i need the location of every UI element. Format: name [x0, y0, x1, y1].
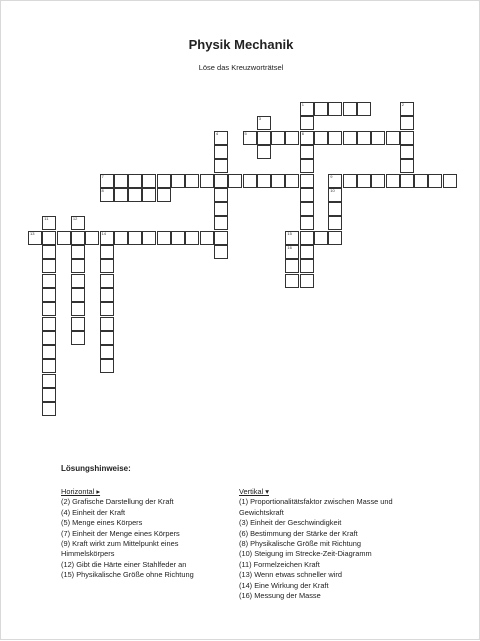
crossword-cell[interactable] — [85, 231, 99, 245]
crossword-cell[interactable] — [343, 131, 357, 145]
crossword-cell[interactable] — [257, 145, 271, 159]
crossword-cell[interactable] — [285, 231, 299, 245]
crossword-cell[interactable] — [271, 131, 285, 145]
clue-item: (10) Steigung im Strecke-Zeit-Diagramm — [239, 549, 372, 559]
crossword-cell[interactable] — [400, 174, 414, 188]
clue-item: (8) Physikalische Größe mit Richtung — [239, 539, 361, 549]
crossword-cell[interactable] — [100, 188, 114, 202]
crossword-cell[interactable] — [42, 259, 56, 273]
crossword-cell[interactable] — [400, 145, 414, 159]
crossword-cell[interactable] — [214, 202, 228, 216]
clue-number: 7 — [101, 173, 104, 179]
crossword-cell[interactable] — [100, 317, 114, 331]
vertical-clues — [239, 487, 439, 601]
clue-number: 12 — [72, 216, 78, 222]
crossword-cell[interactable] — [114, 231, 128, 245]
crossword-cell[interactable] — [71, 331, 85, 345]
clue-item: (6) Bestimmung der Stärke der Kraft — [239, 528, 358, 538]
crossword-cell[interactable] — [314, 231, 328, 245]
crossword-cell[interactable] — [300, 216, 314, 230]
crossword-cell[interactable] — [100, 274, 114, 288]
crossword-cell[interactable] — [114, 174, 128, 188]
crossword-cell[interactable] — [285, 131, 299, 145]
crossword-cell[interactable] — [300, 174, 314, 188]
crossword-cell[interactable] — [300, 159, 314, 173]
crossword-cell[interactable] — [343, 102, 357, 116]
crossword-cell[interactable] — [328, 131, 342, 145]
crossword-cell[interactable] — [371, 131, 385, 145]
crossword-cell[interactable] — [214, 145, 228, 159]
crossword-cell[interactable] — [200, 174, 214, 188]
clue-number: 11 — [44, 216, 49, 222]
crossword-cell[interactable] — [100, 231, 114, 245]
crossword-cell[interactable] — [357, 131, 371, 145]
clue-item: (5) Menge eines Körpers — [61, 518, 143, 528]
crossword-cell[interactable] — [243, 131, 257, 145]
crossword-cell[interactable] — [300, 202, 314, 216]
crossword-cell[interactable] — [42, 216, 56, 230]
clue-number: 6 — [301, 130, 304, 136]
crossword-cell[interactable] — [328, 231, 342, 245]
crossword-cell[interactable] — [71, 259, 85, 273]
crossword-cell[interactable] — [100, 259, 114, 273]
crossword-cell[interactable] — [114, 188, 128, 202]
crossword-cell[interactable] — [42, 245, 56, 259]
crossword-cell[interactable] — [42, 317, 56, 331]
crossword-cell[interactable] — [328, 216, 342, 230]
crossword-cell[interactable] — [42, 231, 56, 245]
crossword-cell[interactable] — [214, 131, 228, 145]
crossword-cell[interactable] — [271, 174, 285, 188]
crossword-cell[interactable] — [214, 174, 228, 188]
crossword-cell[interactable] — [71, 274, 85, 288]
clue-item: (4) Einheit der Kraft — [61, 507, 126, 517]
crossword-cell[interactable] — [100, 359, 114, 373]
crossword-cell[interactable] — [100, 345, 114, 359]
crossword-cell[interactable] — [386, 131, 400, 145]
crossword-cell[interactable] — [328, 188, 342, 202]
crossword-cell[interactable] — [300, 274, 314, 288]
crossword-cell[interactable] — [128, 231, 142, 245]
crossword-cell[interactable] — [57, 231, 71, 245]
crossword-cell[interactable] — [400, 102, 414, 116]
crossword-cell[interactable] — [300, 131, 314, 145]
crossword-cell[interactable] — [386, 174, 400, 188]
crossword-cell[interactable] — [300, 245, 314, 259]
crossword-cell[interactable] — [228, 174, 242, 188]
horizontal-clues — [61, 487, 231, 581]
crossword-cell[interactable] — [42, 288, 56, 302]
clue-item: (13) Wenn etwas schneller wird — [239, 570, 342, 580]
crossword-cell[interactable] — [100, 302, 114, 316]
crossword-cell[interactable] — [157, 174, 171, 188]
crossword-cell[interactable] — [200, 231, 214, 245]
crossword-cell[interactable] — [28, 231, 42, 245]
crossword-cell[interactable] — [314, 102, 328, 116]
crossword-cell[interactable] — [157, 188, 171, 202]
crossword-cell[interactable] — [142, 174, 156, 188]
clue-number: 10 — [330, 187, 335, 193]
crossword-cell[interactable] — [128, 188, 142, 202]
crossword-cell[interactable] — [257, 174, 271, 188]
crossword-cell[interactable] — [285, 174, 299, 188]
clue-item: (7) Einheit der Menge eines Körpers — [61, 528, 180, 538]
crossword-cell[interactable] — [357, 102, 371, 116]
crossword-cell[interactable] — [328, 202, 342, 216]
crossword-cell[interactable] — [71, 216, 85, 230]
crossword-cell[interactable] — [400, 131, 414, 145]
crossword-cell[interactable] — [214, 188, 228, 202]
crossword-cell[interactable] — [214, 245, 228, 259]
crossword-cell[interactable] — [42, 374, 56, 388]
crossword-cell[interactable] — [371, 174, 385, 188]
crossword-cell[interactable] — [142, 231, 156, 245]
crossword-cell[interactable] — [428, 174, 442, 188]
crossword-cell[interactable] — [443, 174, 457, 188]
clue-item: (14) Eine Wirkung der Kraft — [239, 580, 329, 590]
crossword-cell[interactable] — [285, 245, 299, 259]
crossword-cell[interactable] — [71, 288, 85, 302]
crossword-cell[interactable] — [100, 288, 114, 302]
crossword-cell[interactable] — [300, 116, 314, 130]
crossword-cell[interactable] — [328, 102, 342, 116]
clue-number: 16 — [287, 245, 292, 250]
crossword-cell[interactable] — [300, 102, 314, 116]
crossword-cell[interactable] — [71, 245, 85, 259]
crossword-cell[interactable] — [185, 231, 199, 245]
clue-number: 5 — [244, 130, 247, 136]
crossword-cell[interactable] — [42, 402, 56, 416]
crossword-cell[interactable] — [300, 231, 314, 245]
clue-number: 15 — [287, 230, 292, 236]
crossword-cell[interactable] — [100, 331, 114, 345]
crossword-cell[interactable] — [243, 174, 257, 188]
crossword-cell[interactable] — [285, 274, 299, 288]
clue-item: (12) Gibt die Härte einer Stahlfeder an — [61, 559, 187, 569]
hints-title: Lösungshinweise: — [61, 464, 131, 473]
crossword-cell[interactable] — [71, 231, 85, 245]
vertical-heading: Vertikal ▾ — [239, 487, 269, 496]
crossword-cell[interactable] — [343, 174, 357, 188]
clue-item: (15) Physikalische Größe ohne Richtung — [61, 570, 194, 580]
crossword-cell[interactable] — [42, 345, 56, 359]
crossword-cell[interactable] — [314, 131, 328, 145]
crossword-cell[interactable] — [100, 174, 114, 188]
clue-item: (9) Kraft wirkt zum Mittelpunkt eines Himmelskörpers — [61, 539, 179, 559]
crossword-cell[interactable] — [128, 174, 142, 188]
crossword-cell[interactable] — [214, 159, 228, 173]
clue-item: (3) Einheit der Geschwindigkeit — [239, 518, 342, 528]
horizontal-heading: Horizontal ▸ — [61, 487, 101, 496]
page-subtitle: Löse das Kreuzworträtsel — [198, 63, 284, 72]
crossword-cell[interactable] — [300, 188, 314, 202]
crossword-cell[interactable] — [142, 188, 156, 202]
clue-number: 14 — [101, 230, 106, 236]
crossword-cell[interactable] — [100, 245, 114, 259]
page-title: Physik Mechanik — [188, 37, 294, 52]
crossword-cell[interactable] — [171, 174, 185, 188]
clue-number: 8 — [101, 187, 104, 193]
crossword-cell[interactable] — [71, 317, 85, 331]
crossword-cell[interactable] — [42, 302, 56, 316]
clue-number: 3 — [258, 116, 262, 122]
crossword-cell[interactable] — [214, 216, 228, 230]
clue-number: 4 — [215, 130, 219, 136]
crossword-cell[interactable] — [357, 174, 371, 188]
clue-item: (16) Messung der Masse — [239, 591, 321, 601]
crossword-cell[interactable] — [400, 159, 414, 173]
clue-number: 2 — [401, 102, 405, 107]
crossword-cell[interactable] — [400, 116, 414, 130]
crossword-cell[interactable] — [42, 331, 56, 345]
clue-item: (1) Proportionalitätsfaktor zwischen Masse und Gewichtskraft — [239, 497, 393, 517]
crossword-cell[interactable] — [300, 259, 314, 273]
clue-item: (11) Formelzeichen Kraft — [239, 559, 320, 569]
clue-item: (2) Grafische Darstellung der Kraft — [61, 497, 174, 507]
clue-number: 13 — [30, 230, 35, 236]
crossword-cell[interactable] — [171, 231, 185, 245]
crossword-cell[interactable] — [214, 231, 228, 245]
crossword-cell[interactable] — [71, 302, 85, 316]
crossword-cell[interactable] — [185, 174, 199, 188]
crossword-cell[interactable] — [285, 259, 299, 273]
crossword-cell[interactable] — [257, 116, 271, 130]
crossword-cell[interactable] — [42, 359, 56, 373]
crossword-cell[interactable] — [42, 388, 56, 402]
crossword-cell[interactable] — [257, 131, 271, 145]
crossword-cell[interactable] — [300, 145, 314, 159]
crossword-cell[interactable] — [157, 231, 171, 245]
crossword-cell[interactable] — [414, 174, 428, 188]
crossword-cell[interactable] — [42, 274, 56, 288]
clue-number: 9 — [330, 173, 333, 179]
crossword-cell[interactable] — [328, 174, 342, 188]
clue-number: 1 — [301, 102, 304, 107]
